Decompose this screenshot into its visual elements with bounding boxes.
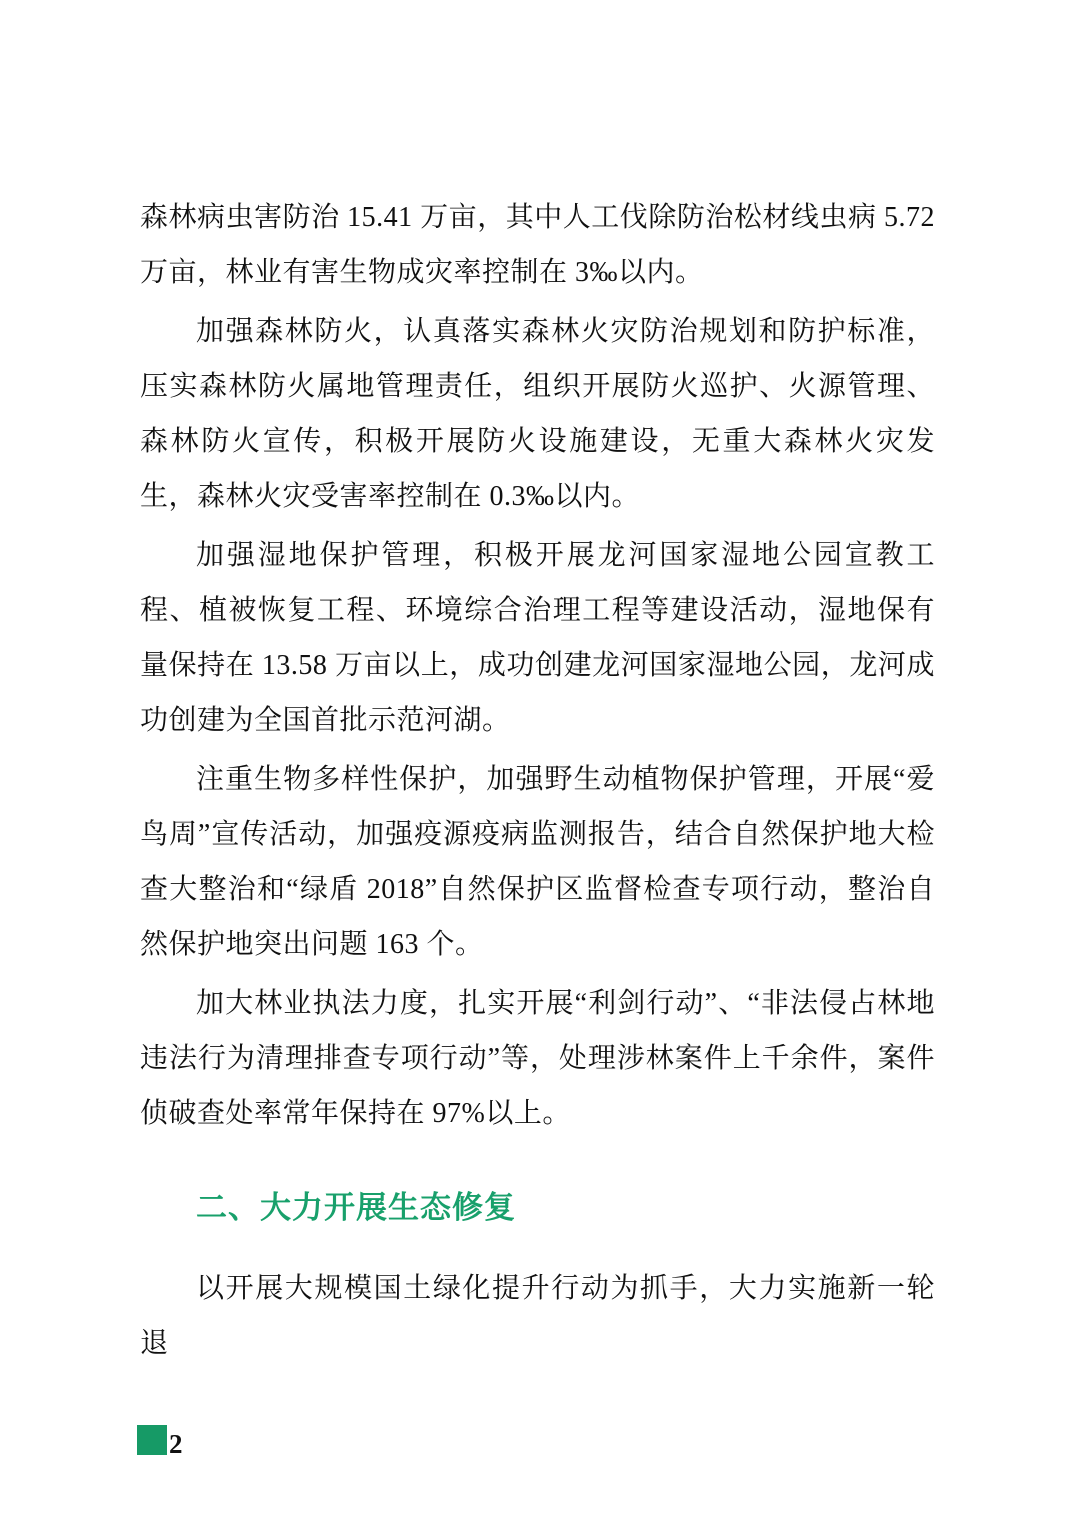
footer-green-square-icon <box>137 1425 167 1455</box>
page-number: 2 <box>169 1429 183 1459</box>
body-paragraph: 加大林业执法力度，扎实开展“利剑行动”、“非法侵占林地违法行为清理排查专项行动”等，处理涉林案件上千余件，案件侦破查处率常年保持在 97%以上。 <box>140 988 935 1129</box>
body-paragraph: 注重生物多样性保护，加强野生动植物保护管理，开展“爱鸟周”宣传活动，加强疫源疫病监测报告，结合自然保护地大检查大整治和“绿盾 2018”自然保护区监督检查专项行动，整治自然保护地突出问题 163 个。 <box>140 764 935 960</box>
body-paragraph: 加强森林防火，认真落实森林火灾防治规划和防护标准，压实森林防火属地管理责任，组织开展防火巡护、火源管理、森林防火宣传，积极开展防火设施建设，无重大森林火灾发生，森林火灾受害率控制在 0.3‰以内。 <box>140 316 935 512</box>
body-paragraph: 森林病虫害防治 15.41 万亩，其中人工伐除防治松材线虫病 5.72 万亩，林业有害生物成灾率控制在 3‰以内。 <box>140 202 935 288</box>
body-paragraph: 以开展大规模国土绿化提升行动为抓手，大力实施新一轮退 <box>140 1273 935 1359</box>
body-paragraph: 加强湿地保护管理，积极开展龙河国家湿地公园宣教工程、植被恢复工程、环境综合治理工程等建设活动，湿地保有量保持在 13.58 万亩以上，成功创建龙河国家湿地公园，龙河成功创建为全国首批示范河湖。 <box>140 540 935 736</box>
document-body <box>140 190 935 1375</box>
page-footer <box>137 1425 183 1458</box>
section-heading: 二、大力开展生态修复 <box>196 1190 516 1225</box>
